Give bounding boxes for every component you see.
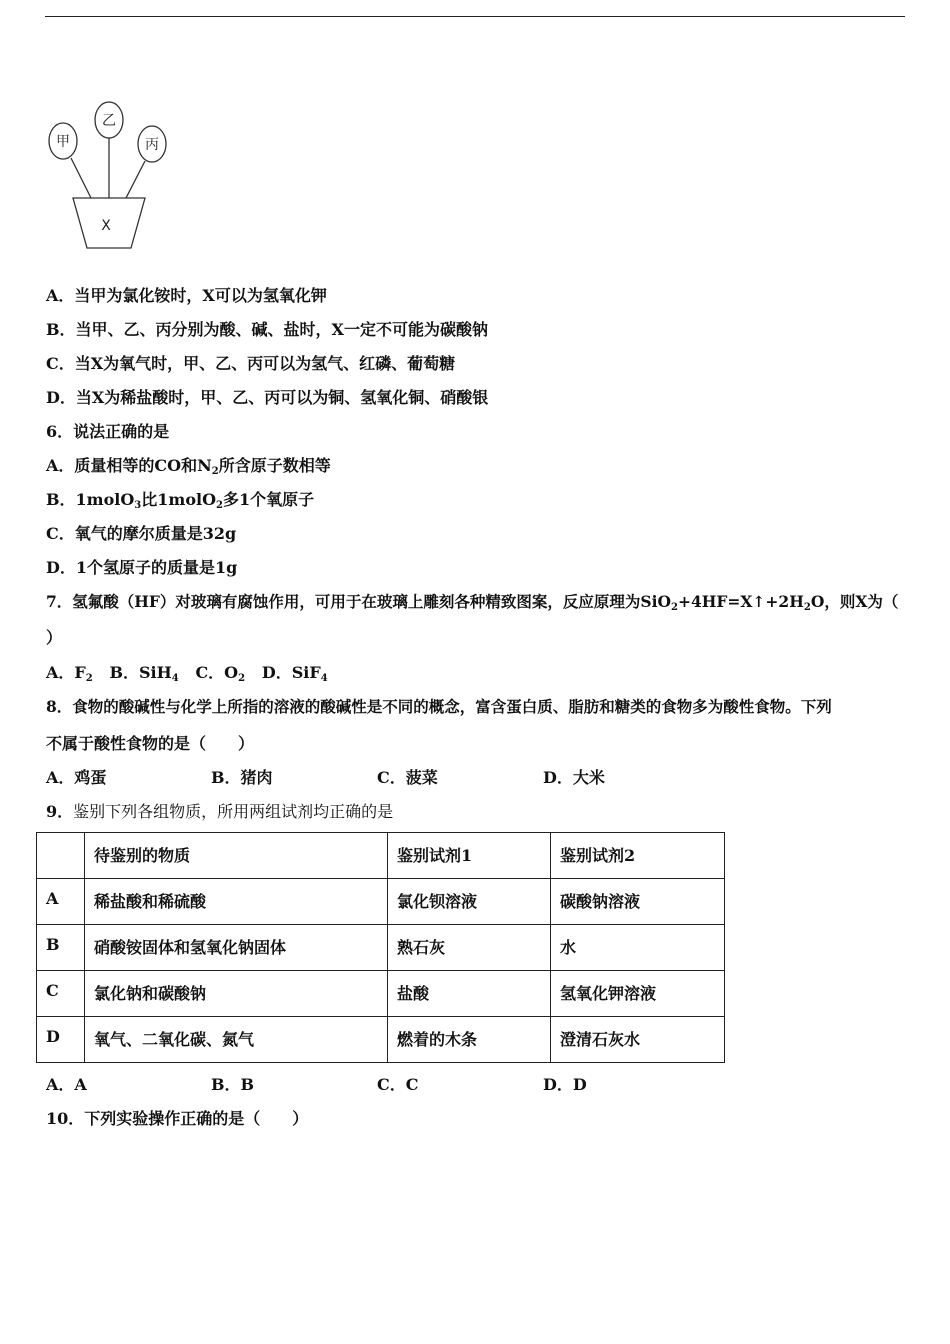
q7-stem-1: 7．氢氟酸（HF）对玻璃有腐蚀作用，可用于在玻璃上雕刻各种精致图案，反应原理为SiO [46, 592, 672, 611]
table-header-cell: 鉴别试剂2 [551, 833, 725, 879]
q7c-sub: 2 [238, 673, 246, 684]
table-cell: 稀盐酸和稀硫酸 [85, 879, 388, 925]
q7-options [46, 663, 328, 689]
q7b-sub: 4 [171, 673, 179, 684]
table-cell: 氢氧化钾溶液 [551, 971, 725, 1017]
table-header-row [37, 833, 725, 879]
table-header-cell: 鉴别试剂1 [388, 833, 551, 879]
q7a-text: A．F [46, 663, 86, 682]
stem-bing [126, 161, 145, 198]
label-x: X [101, 218, 111, 234]
q8-stem-line2: 不属于酸性食物的是（ ） [46, 734, 255, 753]
q7-stem [46, 592, 898, 618]
q5-option-c: C．当X为氧气时，甲、乙、丙可以为氢气、红磷、葡萄糖 [46, 354, 456, 373]
table-cell: B [37, 925, 85, 971]
q7d-sub: 4 [320, 673, 328, 684]
q9-table [36, 832, 725, 1063]
table-row [37, 879, 725, 925]
q9-stem [46, 802, 393, 822]
label-jia: 甲 [56, 134, 70, 150]
q6b-sub2: 2 [216, 500, 223, 511]
q7-stem-2: +4HF=X↑+2H [678, 592, 804, 611]
table-cell: A [37, 879, 85, 925]
q6-option-a [46, 456, 331, 482]
table-row [37, 925, 725, 971]
table-cell: 燃着的木条 [388, 1017, 551, 1063]
q7c-text: C．O [195, 663, 239, 682]
q7-option-b [109, 663, 178, 682]
flower-pot-diagram [44, 98, 174, 254]
q6b-pre: B．1molO [46, 490, 135, 509]
table-row [37, 1017, 725, 1063]
q6b-mid: 比1molO [141, 490, 217, 509]
q10-stem: 10．下列实验操作正确的是（ ） [46, 1109, 309, 1128]
header-rule [45, 16, 905, 17]
table-cell: D [37, 1017, 85, 1063]
q6b-sub1: 3 [134, 500, 142, 511]
q7-stem-line2: ） [46, 628, 63, 647]
q7-stem-sub2: 2 [803, 602, 811, 613]
q6-option-c: C．氧气的摩尔质量是32g [46, 524, 237, 543]
q7-option-c [195, 663, 245, 682]
table-cell: 熟石灰 [388, 925, 551, 971]
q7-stem-3: O，则X为（ [810, 592, 899, 611]
table-header-cell: 待鉴别的物质 [85, 833, 388, 879]
q7-stem-sub1: 2 [671, 602, 678, 613]
table-row [37, 971, 725, 1017]
q8-option-b: B．猪肉 [211, 768, 273, 787]
q7-option-a [46, 663, 93, 682]
table-header-cell [37, 833, 85, 879]
q9-option-d: D．D [543, 1075, 587, 1094]
q8-option-d: D．大米 [543, 768, 605, 787]
q9-option-c: C．C [377, 1075, 419, 1094]
q6-option-d: D．1个氢原子的质量是1g [46, 558, 238, 577]
table-cell: 氧气、二氧化碳、氮气 [85, 1017, 388, 1063]
q6a-sub: 2 [211, 466, 219, 477]
q7d-text: D．SiF [261, 663, 321, 682]
table-cell: 碳酸钠溶液 [551, 879, 725, 925]
q5-option-b: B．当甲、乙、丙分别为酸、碱、盐时，X一定不可能为碳酸钠 [46, 320, 488, 339]
table-cell: 盐酸 [388, 971, 551, 1017]
table-cell: 氯化钠和碳酸钠 [85, 971, 388, 1017]
stem-jia [71, 158, 91, 198]
table-cell: 澄清石灰水 [551, 1017, 725, 1063]
table-cell: 氯化钡溶液 [388, 879, 551, 925]
q6-stem: 6．说法正确的是 [46, 422, 170, 441]
q6a-pre: A．质量相等的CO和N [46, 456, 212, 475]
q8-stem-line1: 8．食物的酸碱性与化学上所指的溶液的酸碱性是不同的概念，富含蛋白质、脂肪和糖类的食物多为酸性食物。下列 [46, 697, 832, 716]
q9-text: 鉴别下列各组物质，所用两组试剂均正确的是 [73, 802, 394, 821]
table-cell: 水 [551, 925, 725, 971]
q5-option-a: A．当甲为氯化铵时，X可以为氢氧化钾 [46, 286, 327, 305]
label-bing: 丙 [145, 137, 159, 153]
table-cell: 硝酸铵固体和氢氧化钠固体 [85, 925, 388, 971]
q9-option-a: A．A [46, 1075, 87, 1094]
q7b-text: B．SiH [109, 663, 172, 682]
q6b-post: 多1个氧原子 [222, 490, 315, 509]
q9-num: 9． [46, 802, 74, 821]
q9-option-b: B．B [211, 1075, 255, 1094]
q7a-sub: 2 [85, 673, 93, 684]
q8-option-a: A．鸡蛋 [46, 768, 107, 787]
q6a-post: 所含原子数相等 [218, 456, 331, 475]
q7-option-d [262, 663, 328, 682]
table-cell: C [37, 971, 85, 1017]
label-yi: 乙 [102, 113, 116, 129]
q8-option-c: C．菠菜 [377, 768, 438, 787]
q5-option-d: D．当X为稀盐酸时，甲、乙、丙可以为铜、氢氧化铜、硝酸银 [46, 388, 489, 407]
q6-option-b [46, 490, 314, 516]
